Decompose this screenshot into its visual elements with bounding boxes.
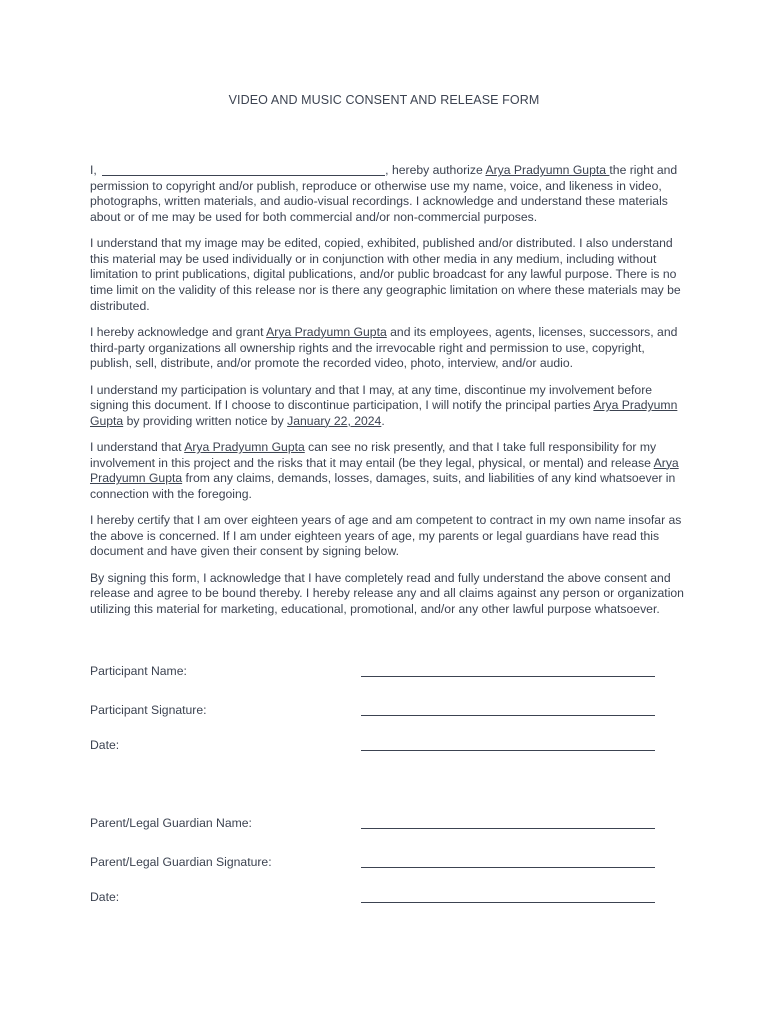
p5-end: from any claims, demands, losses, damages, suits, and liabilities of any kind whatsoever in connection with the foregoing.	[90, 471, 676, 501]
participant-signature-label: Participant Signature:	[90, 703, 207, 717]
participant-name-blank[interactable]	[102, 163, 385, 176]
grantee-party-name: Arya Pradyumn Gupta	[266, 324, 387, 339]
p3-end: and its employees, agents, licenses, successors, and third-party organizations all ownership rights and the irrevocable right and permission to use, copyright, publish, sell, distribute, and/or promote the recorded video, photo, interview, and/or audio.	[90, 324, 678, 371]
paragraph-voluntary	[90, 383, 685, 430]
p1-start: I,	[90, 163, 97, 177]
guardian-date-row	[90, 890, 655, 908]
p1-end: the right and permission to copyright and/or publish, reproduce or otherwise use my name, voice, and likeness in video, photographs, written materials, and audio-visual recordings. I acknowledge and understand these materials about or of me may be used for both commercial and/or non-commercial purposes.	[90, 163, 678, 224]
participant-date-line[interactable]	[361, 750, 655, 751]
p5-mid: can see no risk presently, and that I take full responsibility for my involvement in this project and the risks that it may entail (be they legal, physical, or mental) and release	[90, 440, 657, 470]
p3-start: I hereby acknowledge and grant	[90, 324, 267, 339]
document-body	[90, 163, 685, 628]
guardian-name-line[interactable]	[361, 828, 655, 829]
document-title: VIDEO AND MUSIC CONSENT AND RELEASE FORM	[228, 93, 540, 107]
principal-party-name: Arya Pradyumn Gupta	[90, 398, 678, 428]
participant-date-row	[90, 738, 655, 756]
paragraph-acknowledgement: By signing this form, I acknowledge that I have completely read and fully understand the above consent and release and agree to be bound thereby. I hereby release any and all claims against any person or organization utilizing this material for marketing, educational, promotional, and/or any other lawful purpose whatsoever.	[90, 570, 684, 617]
paragraph-age-certification: I hereby certify that I am over eighteen years of age and am competent to contract in my own name insofar as the above is concerned. If I am under eighteen years of age, my parents or legal guardians have read this document and have given their consent by signing below.	[90, 513, 682, 559]
paragraph-risk	[90, 440, 685, 502]
notice-date: January 22, 2024	[287, 413, 382, 428]
paragraph-ownership	[90, 325, 685, 372]
p1-blank-suffix: ,	[385, 163, 389, 177]
guardian-date-line[interactable]	[361, 902, 655, 903]
participant-name-row	[90, 664, 655, 682]
participant-name-line[interactable]	[361, 676, 655, 677]
authorized-party-name: Arya Pradyumn Gupta	[485, 163, 610, 177]
p1-mid: hereby authorize	[388, 163, 486, 177]
guardian-date-label: Date:	[90, 890, 120, 904]
guardian-signature-label: Parent/Legal Guardian Signature:	[90, 855, 272, 869]
participant-signature-row	[90, 703, 655, 721]
p4-end: .	[381, 413, 385, 428]
participant-name-label: Participant Name:	[90, 664, 187, 678]
guardian-signature-line[interactable]	[361, 867, 655, 868]
participant-date-label: Date:	[90, 738, 120, 752]
participant-signature-line[interactable]	[361, 715, 655, 716]
guardian-name-label: Parent/Legal Guardian Name:	[90, 816, 252, 830]
p4-mid: by providing written notice by	[123, 413, 288, 428]
p5-start: I understand that	[90, 440, 185, 455]
released-party-name: Arya Pradyumn Gupta	[90, 455, 679, 486]
paragraph-editing: I understand that my image may be edited, copied, exhibited, published and/or distributed. I also understand this material may be used individually or in conjunction with other media in any medium, including without limitation to print publications, digital publications, and/or public broadcast for any lawful purpose. There is no time limit on the validity of this release nor is there any geographic limitation on where these materials may be distributed.	[90, 236, 681, 313]
p4-start: I understand my participation is voluntary and that I may, at any time, discontinue my involvement before signing this document. If I choose to discontinue participation, I will notify the principal parties	[90, 382, 653, 413]
risk-party-name: Arya Pradyumn Gupta	[184, 440, 305, 455]
guardian-name-row	[90, 816, 655, 834]
guardian-signature-row	[90, 855, 655, 873]
paragraph-authorization	[90, 163, 685, 225]
